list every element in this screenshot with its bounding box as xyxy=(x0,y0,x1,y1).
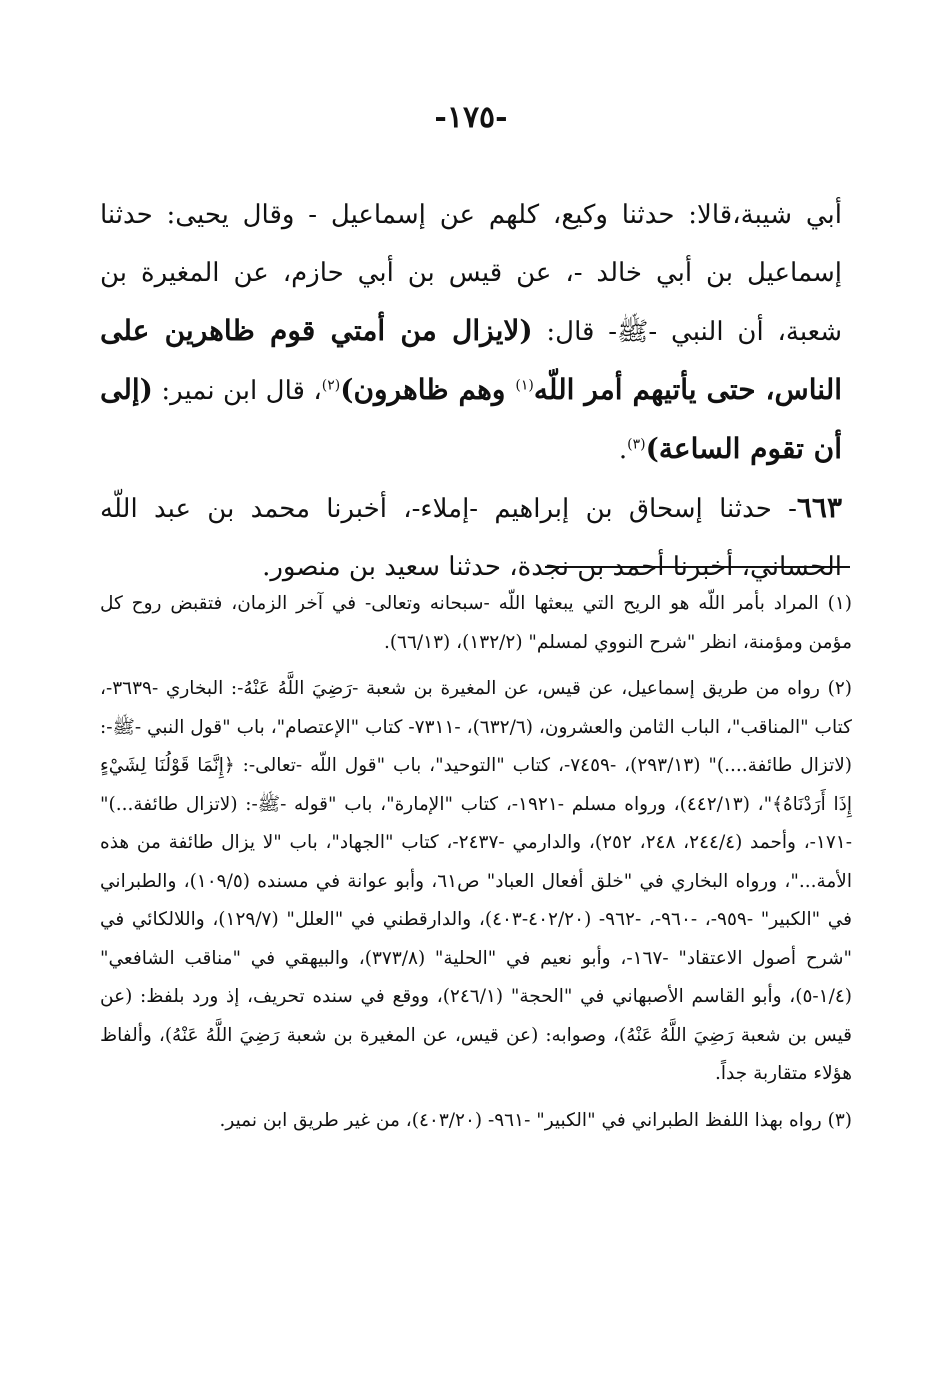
footnote-ref-3[interactable]: (٣) xyxy=(627,436,646,453)
footnote-text: رواه بهذا اللفظ الطبراني في "الكبير" -٩٦١- (٤٠٣/٢٠)، من غير طريق ابن نمير. xyxy=(219,1109,828,1131)
footnote-3 xyxy=(100,1102,852,1141)
footnote-1 xyxy=(100,585,852,662)
hadith-number: ٦٦٣ xyxy=(796,491,842,524)
hadith-matn-continued: وهم ظاهرون) xyxy=(340,373,516,406)
page-number: -١٧٥- xyxy=(434,100,508,135)
sentence-end: . xyxy=(618,435,628,465)
footnote-text: المراد بأمر اللّه هو الريح التي يبعثها اللّه -سبحانه وتعالى- في آخر الزمان، فتقبض روح كل مؤمن ومؤمنة، انظر "شرح النووي لمسلم" (١٣٢/٢)، (٦٦/١٣). xyxy=(100,593,852,653)
footnote-number: (٢) xyxy=(827,678,852,699)
narrator-note: ، قال ابن نمير: xyxy=(152,376,322,406)
hadith-paragraph xyxy=(100,186,842,479)
next-isnad-text: - حدثنا إسحاق بن إبراهيم -إملاء-، أخبرنا محمد بن عبد اللّه الحساني، أخبرنا أحمد بن نجدة، حدثنا سعيد بن منصور. xyxy=(100,494,842,582)
footnote-text: رواه من طريق إسماعيل، عن قيس، عن المغيرة بن شعبة -رَضِيَ اللَّهُ عَنْهُ-: البخاري -٣٦٣٩-، كتاب "المناقب"، الباب الثامن والعشرون، (٦٣٢/٦)، -٧٣١١- كتاب "الإعتصام"، باب "قول النبي -ﷺ-: (لاتزال طائفة....)" (٢٩٣/١٣)، -٧٤٥٩-، كتاب "التوحيد"، باب "قول اللّه -تعالى-: ﴿إِنَّمَا قَوْلُنَا لِشَيْءٍ إِذَا أَرَدْنَاهُ﴾"، (٤٤٢/١٣)، ورواه مسلم -١٩٢١-، كتاب "الإمارة"، باب "قوله -ﷺ-: (لاتزال طائفة...)" -١٧١-، وأحمد (٢٤٤/٤، ٢٤٨، ٢٥٢)، والدارمي -٢٤٣٧-، كتاب "الجهاد"، باب "لا يزال طائفة من هذه الأمة..."، ورواه البخاري في "خلق أفعال العباد" ص٦١، وأبو عوانة في مسنده (١٠٩/٥)، والطبراني في "الكبير" -٩٥٩-، -٩٦٠-، -٩٦٢- (٤٠٢/٢٠-٤٠٣)، والدارقطني في "العلل" (١٢٩/٧)، واللالكائي في "شرح أصول الاعتقاد" -١٦٧-، وأبو نعيم في "الحلية" (٣٧٣/٨)، والبيهقي في "مناقب الشافعي" (١/٤-٥)، وأبو القاسم الأصبهاني في "الحجة" (٢٤٦/١)، ووقع في سنده تحريف، إذ ورد بلفظ: (عن قيس بن شعبة رَضِيَ اللَّهُ عَنْهُ)، وصوابه: (عن قيس، عن المغيرة بن شعبة رَضِيَ اللَّهُ عَنْهُ)، وألفاظ هؤلاء متقاربة جداً. xyxy=(100,678,852,1084)
footnote-ref-1[interactable]: (١) xyxy=(515,377,534,394)
footnote-number: (٣) xyxy=(827,1109,852,1131)
main-text xyxy=(100,186,842,596)
footnote-ref-2[interactable]: (٢) xyxy=(321,377,341,394)
footnotes xyxy=(100,585,852,1148)
footnote-separator xyxy=(545,566,850,568)
isnad-text: أبي شيبة،قالا: حدثنا وكيع، كلهم عن إسماعيل - وقال يحيى: حدثنا إسماعيل بن أبي خالد -، عن قيس بن أبي حازم، عن المغيرة بن شعبة، أن النبي -ﷺ- قال: xyxy=(100,200,842,347)
hadith-addition: (إلى أن تقوم الساعة) xyxy=(100,373,842,465)
footnote-number: (١) xyxy=(827,593,852,614)
footnote-2 xyxy=(100,670,852,1094)
hadith-matn: (لايزال من أمتي قوم ظاهرين على الناس، حتى يأتيهم أمر اللّه xyxy=(100,314,843,406)
next-hadith-paragraph xyxy=(100,479,842,596)
